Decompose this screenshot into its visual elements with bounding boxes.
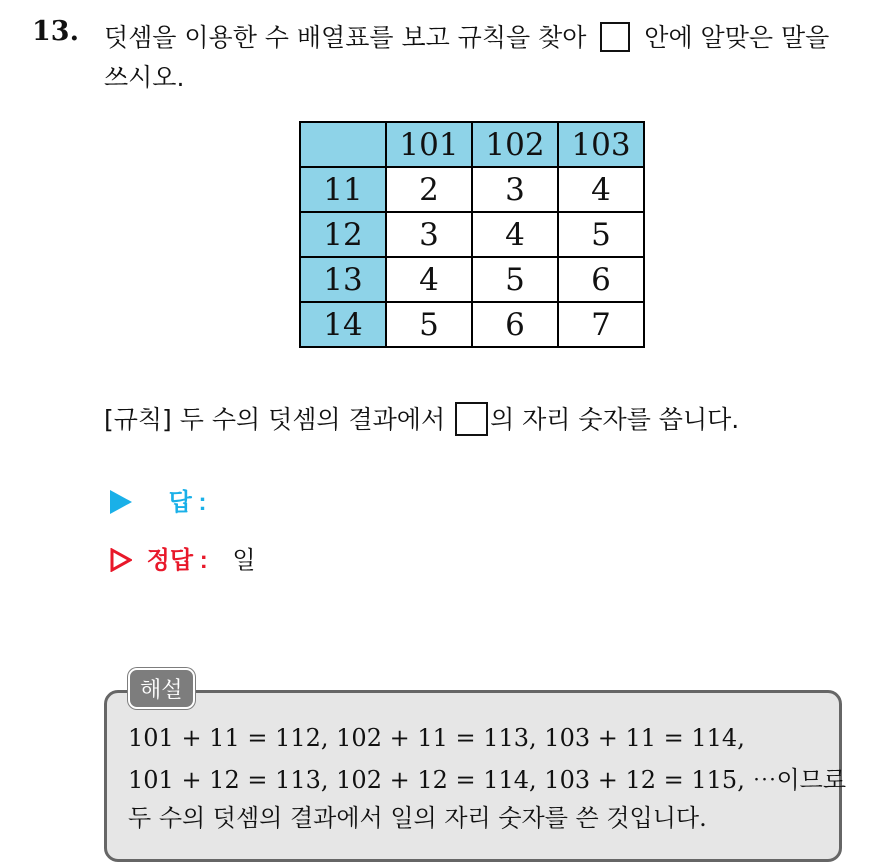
row-header: 13 [300,257,386,302]
explanation-line: 101 + 11 = 112, 102 + 11 = 113, 103 + 11 = 114, [128,724,745,752]
question-number: 13. [32,16,79,47]
table-row [300,257,644,302]
table-corner-cell [300,122,386,167]
table-cell: 3 [472,167,558,212]
correct-answer-value: 일 [232,546,256,574]
table-cell: 7 [558,302,644,347]
table-row [300,167,644,212]
question-text-after: 안에 알맞은 말을 [644,23,830,52]
table-cell: 6 [558,257,644,302]
col-header: 103 [558,122,644,167]
table-cell: 6 [472,302,558,347]
explanation-line: 두 수의 덧셈의 결과에서 일의 자리 숫자를 쓴 것입니다. [128,804,707,832]
table-cell: 2 [386,167,472,212]
table-row [300,212,644,257]
table-cell: 3 [386,212,472,257]
col-header: 101 [386,122,472,167]
explanation-line: 101 + 12 = 113, 102 + 12 = 114, 103 + 12 = 115, ⋯이므로 [128,766,846,794]
answer-label: 답 : [168,489,207,516]
rule-text-after: 의 자리 숫자를 씁니다. [490,405,740,434]
blank-box [600,22,630,52]
explanation-tag: 해설 [128,668,195,709]
filled-triangle-icon [110,490,132,514]
col-header: 102 [472,122,558,167]
row-header: 11 [300,167,386,212]
rule-blank-box [455,402,488,436]
question-text-line2: 쓰시오. [104,63,185,92]
row-header: 12 [300,212,386,257]
row-header: 14 [300,302,386,347]
question-text-line1 [104,18,829,54]
table-cell: 4 [472,212,558,257]
question-text-before: 덧셈을 이용한 수 배열표를 보고 규칙을 찾아 [104,23,587,52]
table-cell: 5 [386,302,472,347]
table-row [300,302,644,347]
table-cell: 4 [558,167,644,212]
outline-triangle-icon [110,548,132,572]
correct-answer-row [110,540,256,575]
answer-row [110,482,207,517]
rule-statement [104,400,739,436]
correct-answer-label: 정답 : [146,547,208,574]
addition-table [299,121,645,348]
table-header-row [300,122,644,167]
table-cell: 5 [472,257,558,302]
table-cell: 5 [558,212,644,257]
table-cell: 4 [386,257,472,302]
rule-text-before: [규칙] 두 수의 덧셈의 결과에서 [104,405,446,434]
